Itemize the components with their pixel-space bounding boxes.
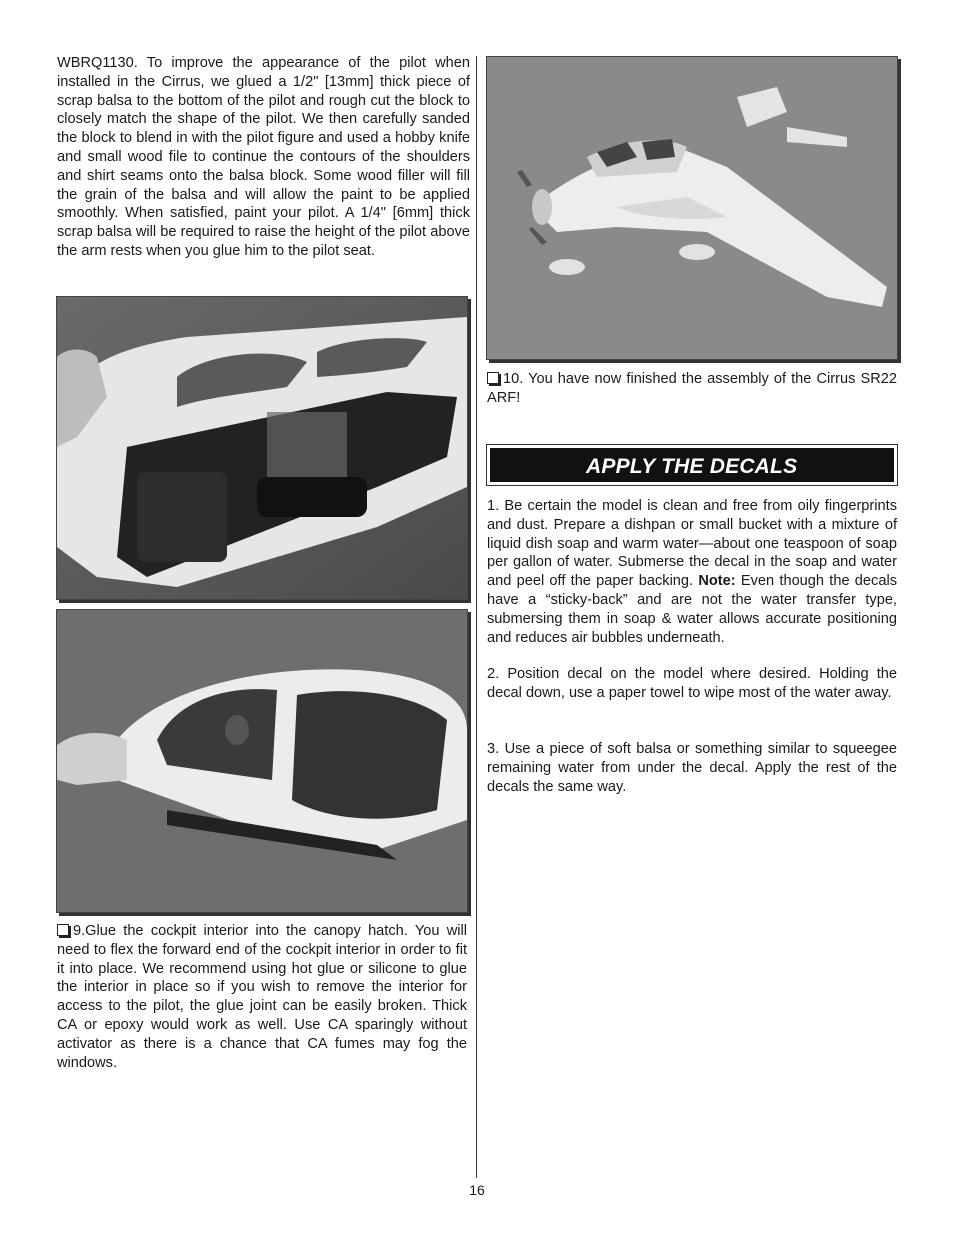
column-divider [476,56,477,1178]
apply-decals-section-header [486,444,898,486]
step9-checkbox[interactable] [57,924,69,936]
canopy-hatch-photo [56,609,468,913]
decal-note-label: Note: [698,573,736,590]
step10-text: 10. You have now finished the assembly of the Cirrus SR22 ARF! [487,371,897,406]
step10-paragraph [487,370,897,408]
intro-paragraph: WBRQ1130. To improve the appearance of the pilot when installed in the Cirrus, we glued a 1/2" [13mm] thick piece of scrap balsa to the bottom of the pilot and rough cut the block to closely match the shape of the pilot. We then carefully sanded the block to blend in with the pilot figure and used a hobby knife and small wood file to continue the contours of the shoulders and shirt seams onto the balsa block. Some wood filler will fill the grain of the balsa and will allow the paint to be applied smoothly. When satisfied, paint your pilot. A 1/4" [6mm] thick scrap balsa will be required to raise the height of the pilot above the arm rests when you glue him to the pilot seat. [57,55,470,259]
step9-paragraph [57,922,467,1072]
page-number: 16 [469,1182,485,1198]
decal-step2-paragraph: 2. Position decal on the model where desired. Holding the decal down, use a paper towel to wipe most of the water away. [487,666,897,701]
decal-step1-paragraph [487,497,897,647]
decal-step3-paragraph: 3. Use a piece of soft balsa or something similar to squeegee remaining water from under the decal. Apply the rest of the decals the same way. [487,741,897,795]
finished-cirrus-sr22-photo [486,56,898,360]
decal-step1-text-a: 1. Be certain the model is clean and free from oily fingerprints and dust. Prepare a dishpan or small bucket with a mixture of liquid dish soap and warm water—about one teaspoon of soap per gallon of water. Submerse the decal in the soap and water and peel off the paper backing. [487,498,897,590]
step10-checkbox[interactable] [487,372,499,384]
step9-text: 9.Glue the cockpit interior into the canopy hatch. You will need to flex the forward end of the cockpit interior in order to fit it into place. We recommend using hot glue or silicone to glue the interior in place so if you wish to remove the interior for access to the pilot, the glue joint can be easily broken. Thick CA or epoxy would work as well. Use CA sparingly without activator as there is a chance that CA fumes may fog the windows. [57,923,467,1071]
cockpit-interior-underside-photo [56,296,468,600]
section-title: APPLY THE DECALS [586,455,798,478]
section-header-bar [490,448,894,482]
decal-step1-text-b: Even though the decals have a “sticky-back” and are not the water transfer type, submersing them in soap & water allows accurate positioning and reduces air bubbles underneath. [487,573,897,646]
